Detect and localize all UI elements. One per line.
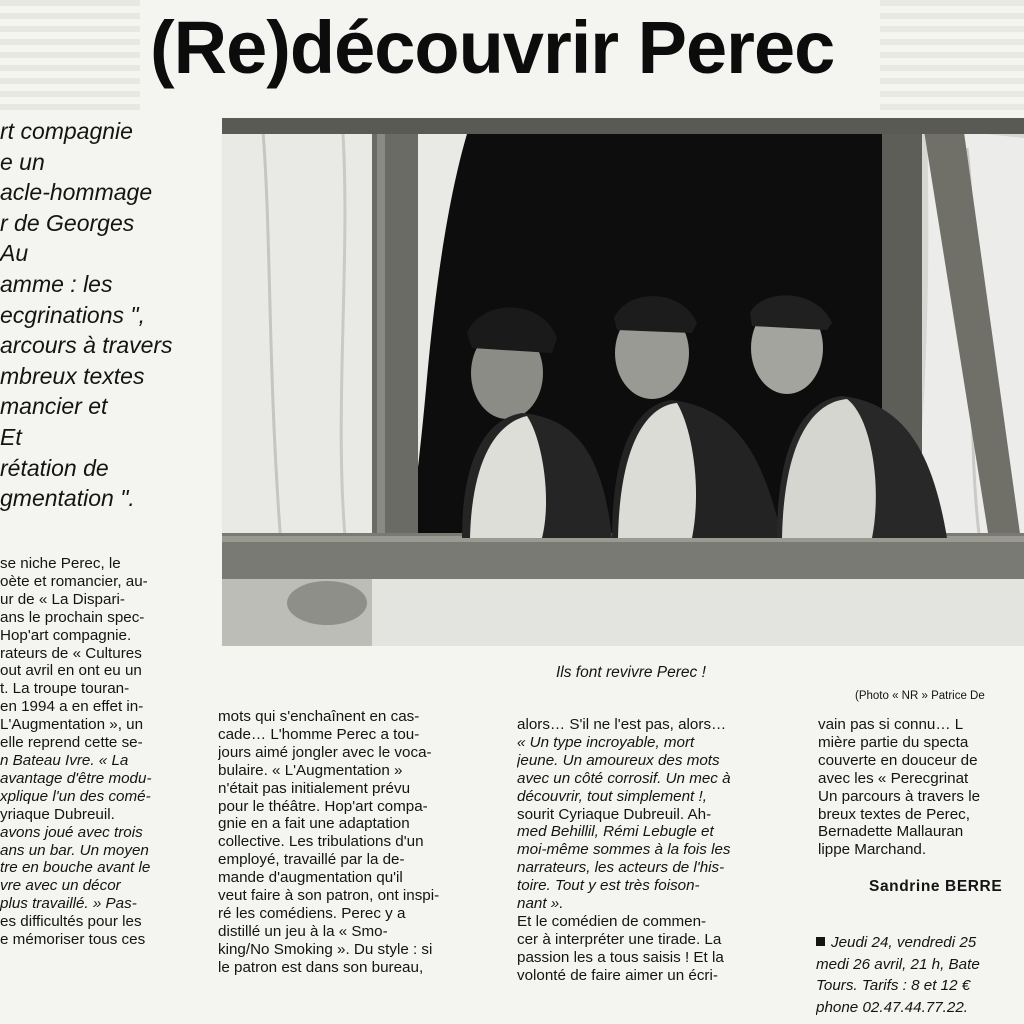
column-1-line: e mémoriser tous ces bbox=[0, 931, 146, 949]
intro-line: gmentation ". bbox=[0, 485, 135, 512]
headline: (Re)découvrir Perec bbox=[150, 6, 835, 89]
intro-line: mbreux textes bbox=[0, 362, 145, 389]
column-3-line: volonté de faire aimer un écri- bbox=[517, 966, 718, 984]
column-2-line: mots qui s'enchaînent en cas- bbox=[218, 708, 420, 725]
intro-line: mancier et bbox=[0, 393, 108, 420]
column-1-line: n Bateau Ivre. « La bbox=[0, 751, 129, 769]
event-info-line bbox=[816, 975, 1024, 997]
column-1-line: yriaque Dubreuil. bbox=[0, 805, 115, 823]
column-4-line: lippe Marchand. bbox=[818, 841, 927, 859]
bullet-square-icon bbox=[816, 937, 825, 946]
column-2-line: n'était pas initialement prévu bbox=[218, 779, 411, 797]
column-3-line: med Behillil, Rémi Lebugle et bbox=[517, 823, 714, 841]
column-2-line: cade… L'homme Perec a tou- bbox=[218, 725, 420, 743]
column-3-line: jeune. Un amoureux des mots bbox=[517, 751, 720, 769]
column-1-line: rateurs de « Cultures bbox=[0, 644, 142, 662]
event-info-text: Jeudi 24, vendredi 25 bbox=[831, 934, 977, 951]
intro-line: amme : les bbox=[0, 270, 113, 297]
column-1-line: es difficultés pour les bbox=[0, 913, 142, 931]
column-2-line: king/No Smoking ». Du style : si bbox=[218, 940, 433, 958]
column-1-line: xplique l'un des comé- bbox=[0, 787, 151, 805]
column-3-line: passion les a tous saisis ! Et la bbox=[517, 948, 724, 966]
event-info-text: medi 26 avril, 21 h, Bate bbox=[816, 955, 980, 973]
column-1-line: L'Augmentation », un bbox=[0, 716, 144, 734]
column-1-line: se niche Perec, le bbox=[0, 555, 121, 572]
column-2-line: jours aimé jongler avec le voca- bbox=[218, 743, 432, 761]
column-4-line: breux textes de Perec, bbox=[818, 805, 970, 823]
column-1-line: avons joué avec trois bbox=[0, 823, 143, 841]
event-info bbox=[816, 932, 1024, 1018]
event-info-line bbox=[816, 997, 1024, 1019]
column-4-line: mière partie du specta bbox=[818, 733, 969, 751]
column-1-line: ans un bar. Un moyen bbox=[0, 841, 149, 859]
byline: Sandrine BERRE bbox=[869, 878, 1003, 895]
column-3-line: toire. Tout y est très foison- bbox=[517, 877, 700, 895]
event-info-text: Tours. Tarifs : 8 et 12 € bbox=[816, 977, 971, 994]
column-3-line: « Un type incroyable, mort bbox=[517, 733, 695, 751]
intro-line: rétation de bbox=[0, 454, 109, 481]
column-3-line: cer à interpréter une tirade. La bbox=[517, 930, 722, 948]
column-1-line: vre avec un décor bbox=[0, 877, 121, 895]
column-4 bbox=[818, 716, 1024, 859]
intro-line: arcours à travers bbox=[0, 332, 173, 359]
column-4-line: Bernadette Mallauran bbox=[818, 823, 964, 841]
column-3-line: avec un côté corrosif. Un mec à bbox=[517, 769, 731, 787]
column-2-line: mande d'augmentation qu'il bbox=[218, 869, 403, 887]
column-2-line: collective. Les tribulations d'un bbox=[218, 833, 424, 851]
column-2-line: pour le théâtre. Hop'art compa- bbox=[218, 797, 428, 815]
event-info-line bbox=[816, 932, 1024, 954]
intro-line: ecgrinations ", bbox=[0, 301, 145, 328]
intro-line: acle-hommage bbox=[0, 179, 153, 206]
column-1-line: ans le prochain spec- bbox=[0, 608, 145, 626]
column-4-line: couverte en douceur de bbox=[818, 751, 978, 769]
intro-line: rt compagnie bbox=[0, 118, 133, 144]
column-1 bbox=[0, 555, 186, 949]
article-photo bbox=[222, 118, 1024, 646]
event-info-text: phone 02.47.44.77.22. bbox=[816, 998, 969, 1016]
photo-caption: Ils font revivre Perec ! bbox=[556, 664, 706, 681]
column-1-line: avantage d'être modu- bbox=[0, 769, 152, 787]
column-1-line: out avril en ont eu un bbox=[0, 662, 142, 680]
column-1-line: plus travaillé. » Pas- bbox=[0, 895, 137, 913]
column-1-line: elle reprend cette se- bbox=[0, 734, 143, 752]
column-3-line: Et le comédien de commen- bbox=[517, 912, 707, 930]
column-3-line: alors… S'il ne l'est pas, alors… bbox=[517, 716, 727, 733]
column-2-line: ré les comédiens. Perec y a bbox=[218, 904, 406, 922]
photo-three-actors bbox=[222, 118, 1024, 646]
photo-credit: (Photo « NR » Patrice De bbox=[855, 690, 985, 702]
next-article-fragment bbox=[880, 0, 1024, 110]
column-1-line: tre en bouche avant le bbox=[0, 859, 151, 877]
column-3-line: moi-même sommes à la fois les bbox=[517, 841, 731, 859]
column-4-line: avec les « Perecgrinat bbox=[818, 769, 969, 787]
column-1-line: oète et romancier, au- bbox=[0, 572, 148, 590]
intro-line: Et bbox=[0, 423, 22, 450]
intro-line: Au bbox=[0, 240, 29, 267]
column-2-line: bulaire. « L'Augmentation » bbox=[218, 761, 403, 779]
column-3 bbox=[517, 716, 793, 985]
column-3-line: sourit Cyriaque Dubreuil. Ah- bbox=[517, 805, 712, 823]
column-1-line: t. La troupe touran- bbox=[0, 680, 130, 698]
column-2-line: le patron est dans son bureau, bbox=[218, 958, 424, 976]
column-2-line: veut faire à son patron, ont inspi- bbox=[218, 887, 440, 905]
intro-text bbox=[0, 116, 210, 514]
column-4-line: Un parcours à travers le bbox=[818, 787, 981, 805]
column-2 bbox=[218, 708, 494, 977]
column-3-line: découvrir, tout simplement !, bbox=[517, 787, 707, 805]
column-1-line: Hop'art compagnie. bbox=[0, 626, 132, 644]
column-2-line: employé, travaillé par la de- bbox=[218, 851, 405, 869]
column-1-line: ur de « La Dispari- bbox=[0, 590, 125, 608]
column-2-line: gnie en a fait une adaptation bbox=[218, 815, 410, 833]
column-2-line: distillé un jeu à la « Smo- bbox=[218, 922, 388, 940]
intro-line: r de Georges bbox=[0, 209, 135, 236]
column-3-line: narrateurs, les acteurs de l'his- bbox=[517, 859, 725, 877]
column-4-line: vain pas si connu… L bbox=[818, 716, 964, 733]
column-1-line: en 1994 a en effet in- bbox=[0, 698, 144, 716]
column-3-line: nant ». bbox=[517, 895, 564, 913]
event-info-line bbox=[816, 954, 1024, 976]
intro-line: e un bbox=[0, 148, 45, 175]
previous-article-fragment bbox=[0, 0, 140, 110]
